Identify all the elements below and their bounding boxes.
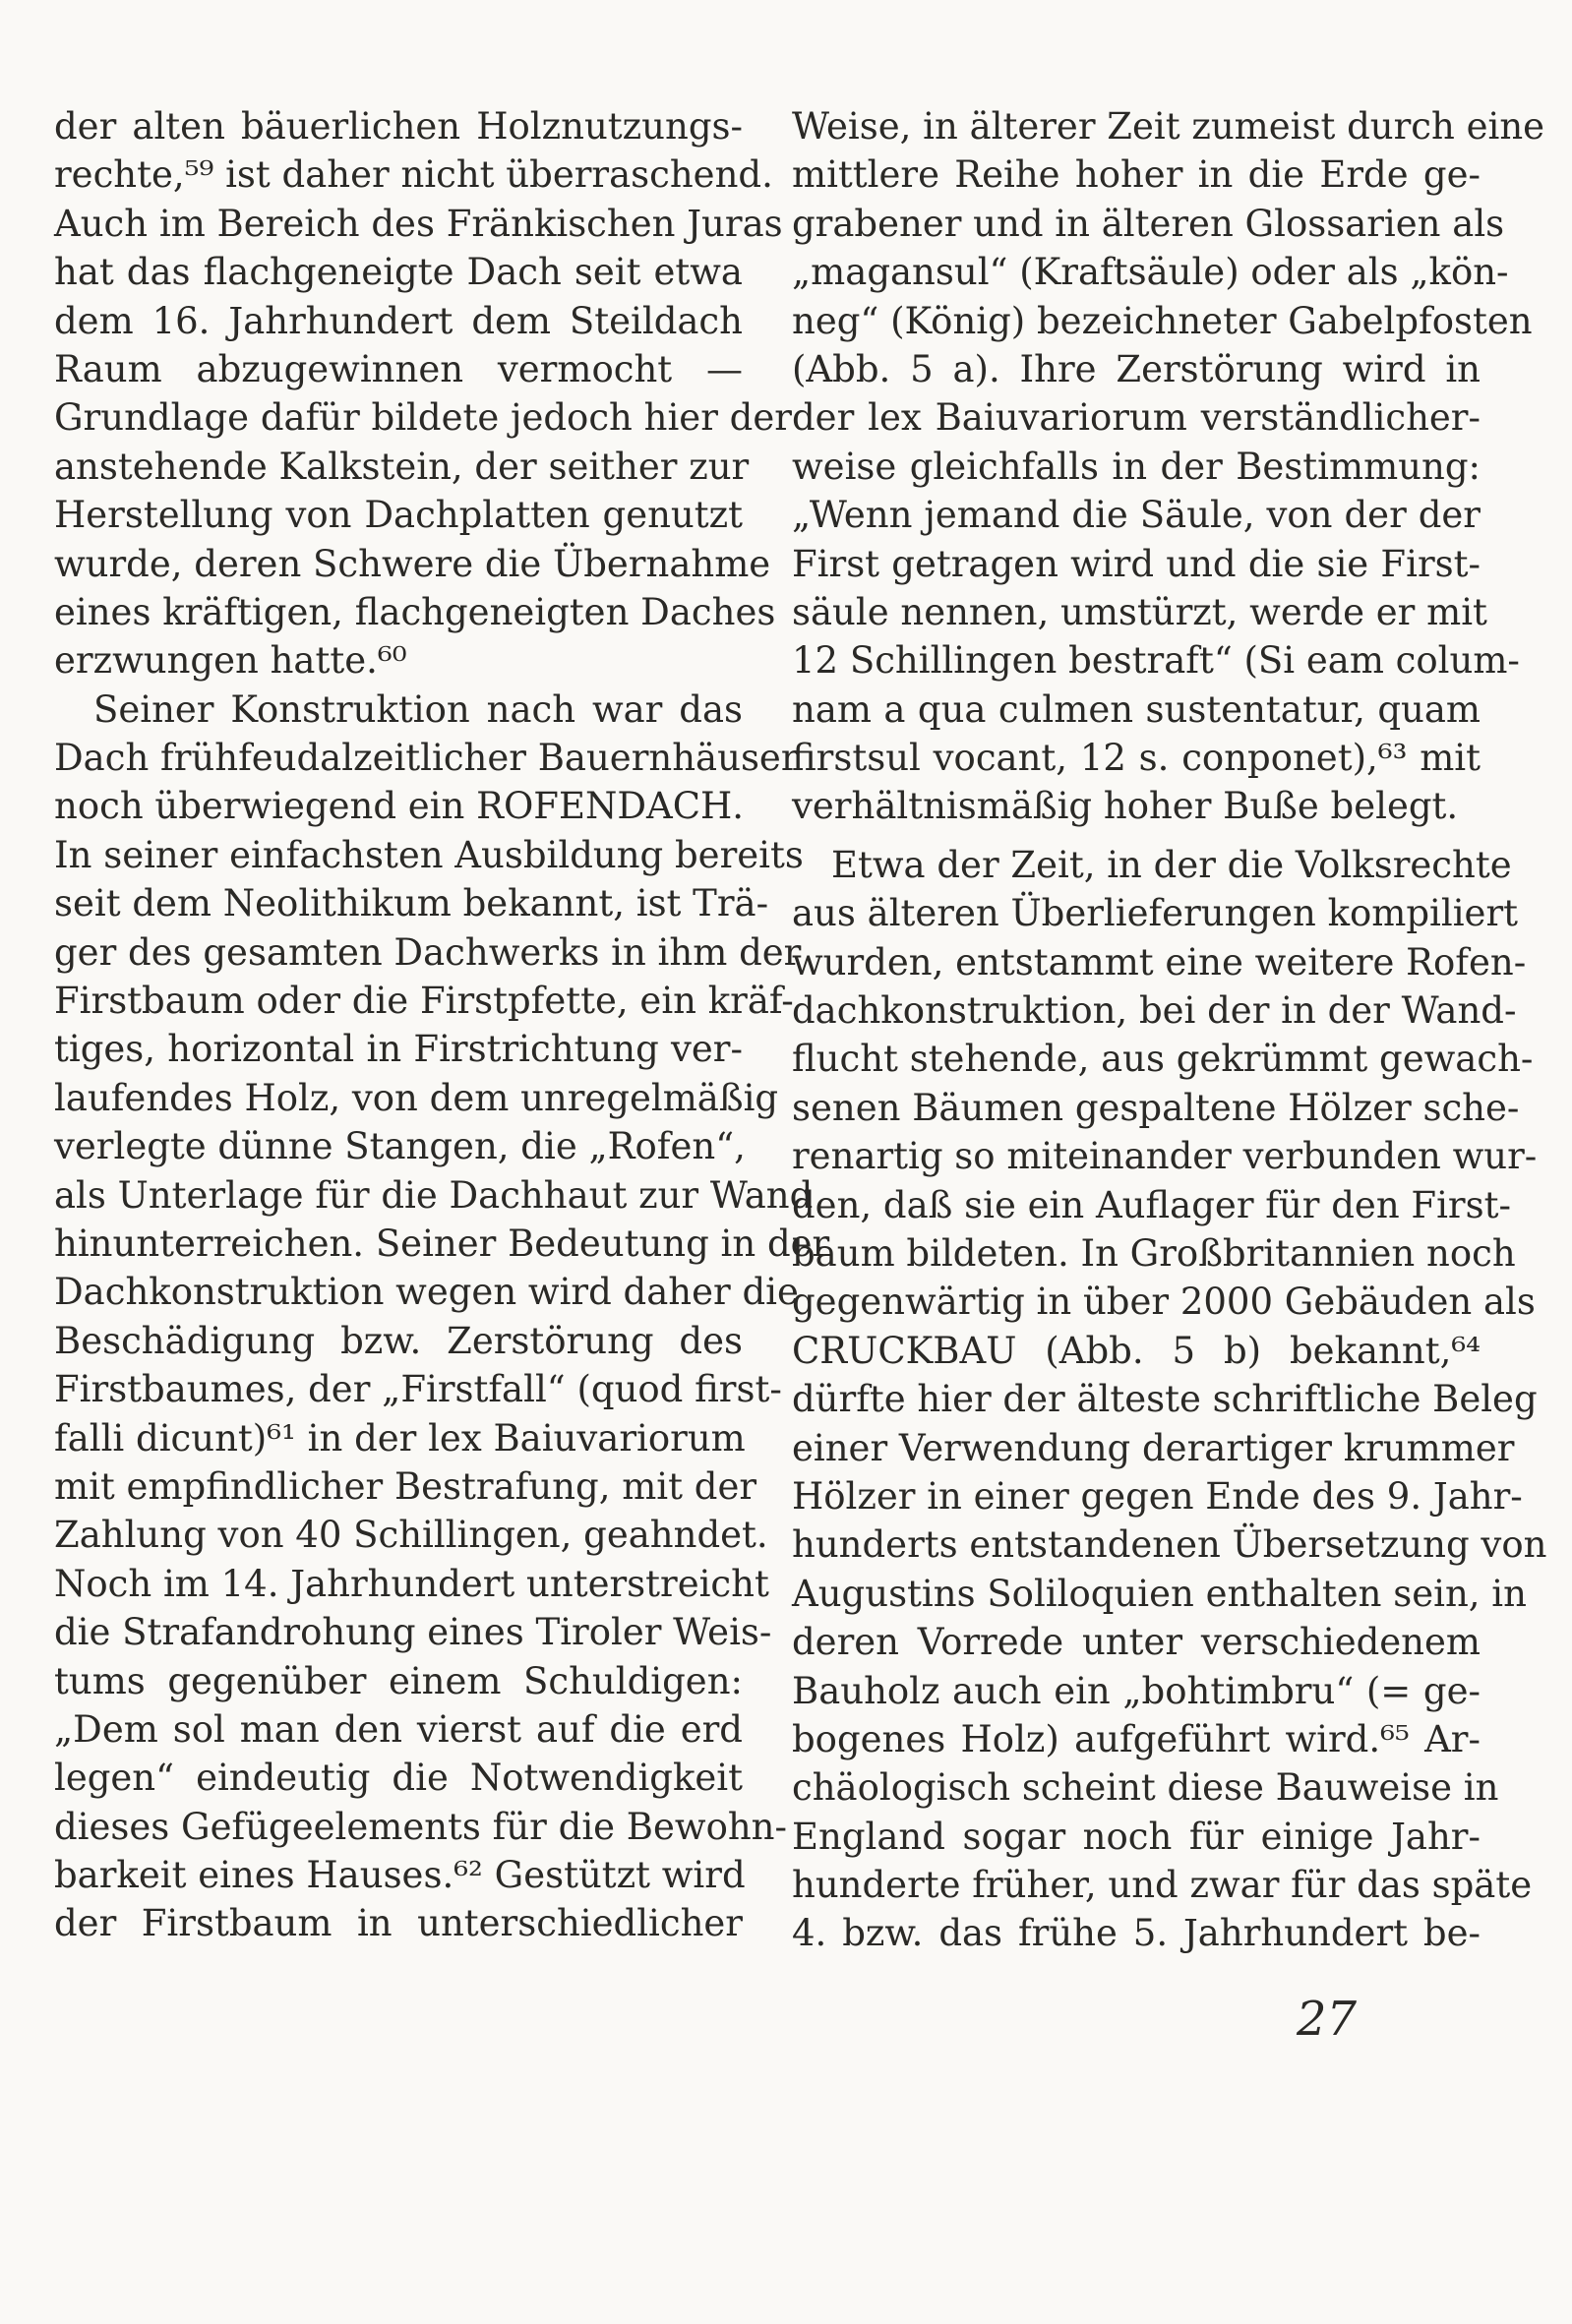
paragraph-gap bbox=[792, 831, 1481, 841]
text-line: baum bildeten. In Großbritannien noch bbox=[792, 1231, 1516, 1275]
text-line: bogenes Holz) aufgeführt wird.⁶⁵ Ar- bbox=[792, 1717, 1481, 1760]
text-column-left bbox=[54, 102, 830, 1948]
text-line: 12 Schillingen bestraft“ (Si eam colum- bbox=[792, 639, 1520, 683]
text-line: tums gegenüber einem Schuldigen: bbox=[54, 1659, 743, 1702]
text-line: dieses Gefügeelements für die Bewohn- bbox=[54, 1805, 788, 1848]
text-line: grabener und in älteren Glossarien als bbox=[792, 202, 1505, 245]
text-line: der alten bäuerlichen Holznutzungs- bbox=[54, 105, 743, 148]
text-line: „magansul“ (Kraftsäule) oder als „kön- bbox=[792, 251, 1509, 294]
text-line: renartig so miteinander verbunden wur- bbox=[792, 1135, 1538, 1178]
text-line: der lex Baiuvariorum verständlicher- bbox=[792, 396, 1481, 440]
text-line: hinunterreichen. Seiner Bedeutung in der bbox=[54, 1222, 830, 1265]
text-line: mit empfindlicher Bestrafung, mit der bbox=[54, 1464, 757, 1508]
text-line: rechte,⁵⁹ ist daher nicht überraschend. bbox=[54, 153, 773, 197]
text-line: senen Bäumen gespaltene Hölzer sche- bbox=[792, 1086, 1520, 1129]
text-line: 4. bzw. das frühe 5. Jahrhundert be- bbox=[792, 1912, 1481, 1955]
text-line: eines kräftigen, flachgeneigten Daches bbox=[54, 590, 776, 633]
text-line: Zahlung von 40 Schillingen, geahndet. bbox=[54, 1514, 768, 1557]
text-line: Bauholz auch ein „bohtimbru“ (= ge- bbox=[792, 1669, 1481, 1712]
text-line: Dach frühfeudalzeitlicher Bauernhäuser bbox=[54, 737, 799, 780]
text-line: chäologisch scheint diese Bauweise in bbox=[792, 1766, 1499, 1810]
text-line: flucht stehende, aus gekrümmt gewach- bbox=[792, 1038, 1534, 1081]
text-line: als Unterlage für die Dachhaut zur Wand bbox=[54, 1173, 814, 1217]
text-line: Augustins Soliloquien enthalten sein, in bbox=[792, 1572, 1527, 1615]
text-line: legen“ eindeutig die Notwendigkeit bbox=[54, 1757, 743, 1800]
text-line: wurden, entstammt eine weitere Rofen- bbox=[792, 940, 1527, 983]
text-line: Raum abzugewinnen vermocht — bbox=[54, 347, 743, 390]
text-line: hat das flachgeneigte Dach seit etwa bbox=[54, 251, 743, 294]
text-line: dem 16. Jahrhundert dem Steildach bbox=[54, 299, 743, 342]
text-line: nam a qua culmen sustentatur, quam bbox=[792, 687, 1481, 731]
text-line: dachkonstruktion, bei der in der Wand- bbox=[792, 989, 1517, 1033]
text-line: Weise, in älterer Zeit zumeist durch eine bbox=[792, 105, 1545, 148]
text-line: neg“ (König) bezeichneter Gabelpfosten bbox=[792, 299, 1533, 342]
text-line: verhältnismäßig hoher Buße belegt. bbox=[792, 785, 1459, 828]
text-line: einer Verwendung derartiger krummer bbox=[792, 1426, 1515, 1469]
text-line: „Wenn jemand die Säule, von der der bbox=[792, 494, 1481, 537]
text-line: laufendes Holz, von dem unregelmäßig bbox=[54, 1076, 779, 1119]
text-line: Etwa der Zeit, in der die Volksrechte bbox=[831, 843, 1512, 886]
text-line: seit dem Neolithikum bekannt, ist Trä- bbox=[54, 882, 769, 925]
text-line: den, daß sie ein Auflager für den First- bbox=[792, 1183, 1511, 1226]
text-line: England sogar noch für einige Jahr- bbox=[792, 1815, 1481, 1858]
text-line: barkeit eines Hauses.⁶² Gestützt wird bbox=[54, 1854, 746, 1897]
text-line: wurde, deren Schwere die Übernahme bbox=[54, 542, 771, 585]
text-line: Herstellung von Dachplatten genutzt bbox=[54, 494, 743, 537]
text-line: säule nennen, umstürzt, werde er mit bbox=[792, 590, 1487, 633]
text-line: In seiner einfachsten Ausbildung bereits bbox=[54, 833, 804, 876]
text-line: die Strafandrohung eines Tiroler Weis- bbox=[54, 1611, 772, 1654]
text-line: aus älteren Überlieferungen kompiliert bbox=[792, 892, 1519, 935]
page-number: 27 bbox=[1297, 1992, 1358, 2047]
text-column-right bbox=[792, 102, 1547, 1958]
text-line: mittlere Reihe hoher in die Erde ge- bbox=[792, 153, 1481, 197]
text-line: Grundlage dafür bildete jedoch hier der bbox=[54, 396, 792, 440]
text-line: Firstbaumes, der „Firstfall“ (quod first- bbox=[54, 1368, 782, 1411]
text-line: ger des gesamten Dachwerks in ihm der bbox=[54, 930, 802, 974]
text-line: „Dem sol man den vierst auf die erd bbox=[54, 1707, 743, 1751]
text-line: falli dicunt)⁶¹ in der lex Baiuvariorum bbox=[54, 1416, 746, 1460]
text-line: hunderte früher, und zwar für das späte bbox=[792, 1864, 1533, 1907]
text-line: deren Vorrede unter verschiedenem bbox=[792, 1621, 1481, 1664]
text-line: First getragen wird und die sie First- bbox=[792, 542, 1481, 585]
text-line: der Firstbaum in unterschiedlicher bbox=[54, 1902, 743, 1945]
text-line: hunderts entstandenen Übersetzung von bbox=[792, 1523, 1547, 1567]
text-line: erzwungen hatte.⁶⁰ bbox=[54, 639, 407, 683]
text-line: noch überwiegend ein ROFENDACH. bbox=[54, 785, 745, 828]
text-line: Beschädigung bzw. Zerstörung des bbox=[54, 1319, 743, 1362]
text-line: anstehende Kalkstein, der seither zur bbox=[54, 445, 750, 488]
text-line: tiges, horizontal in Firstrichtung ver- bbox=[54, 1028, 743, 1071]
text-line: Hölzer in einer gegen Ende des 9. Jahr- bbox=[792, 1474, 1523, 1518]
text-line: firstsul vocant, 12 s. conponet),⁶³ mit bbox=[792, 737, 1481, 780]
text-line: verlegte dünne Stangen, die „Rofen“, bbox=[54, 1125, 746, 1168]
text-line: Noch im 14. Jahrhundert unterstreicht bbox=[54, 1562, 769, 1605]
text-line: Auch im Bereich des Fränkischen Juras bbox=[54, 202, 783, 245]
text-line: Firstbaum oder die Firstpfette, ein kräf- bbox=[54, 980, 794, 1023]
text-line: Seiner Konstruktion nach war das bbox=[93, 687, 743, 731]
text-line: Dachkonstruktion wegen wird daher die bbox=[54, 1271, 799, 1314]
text-line: CRUCKBAU (Abb. 5 b) bekannt,⁶⁴ bbox=[792, 1329, 1481, 1372]
text-line: (Abb. 5 a). Ihre Zerstörung wird in bbox=[792, 347, 1481, 390]
text-line: dürfte hier der älteste schriftliche Beleg bbox=[792, 1378, 1538, 1421]
text-line: weise gleichfalls in der Bestimmung: bbox=[792, 445, 1481, 488]
text-line: gegenwärtig in über 2000 Gebäuden als bbox=[792, 1281, 1536, 1324]
